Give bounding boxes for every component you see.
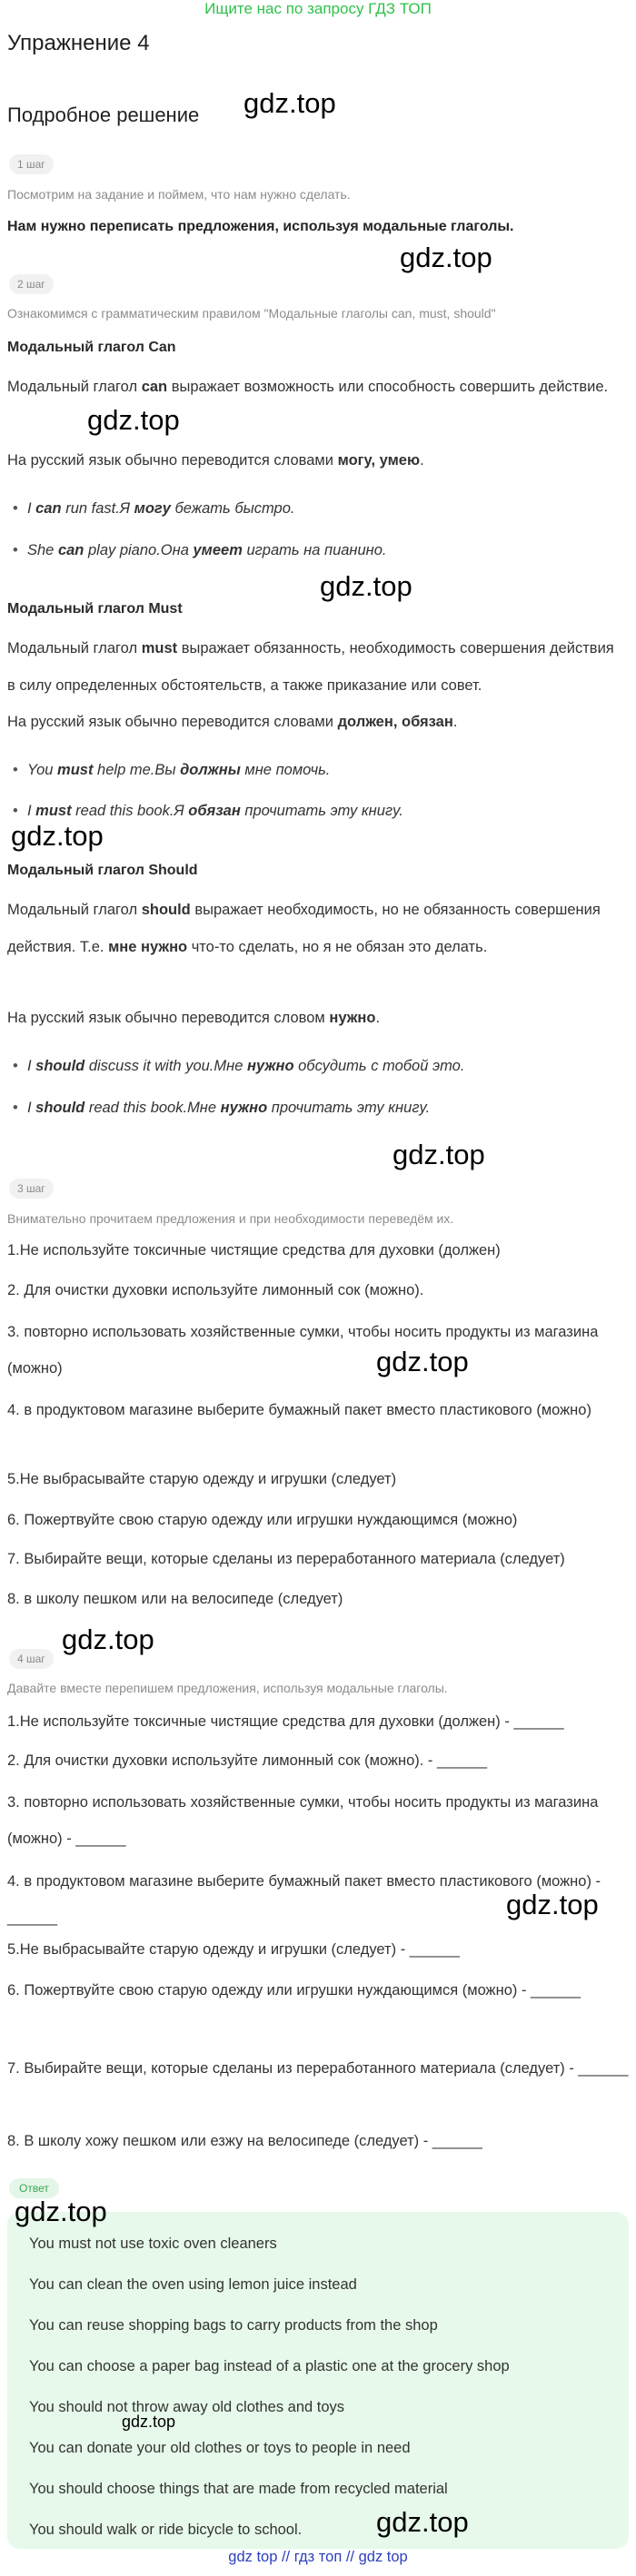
step-3-item-1: 1.Не используйте токсичные чистящие средства для духовки (должен) xyxy=(7,1242,501,1258)
answer-line-2: You can clean the oven using lemon juice instead xyxy=(29,2276,357,2293)
step-4-item-3: 3. повторно использовать хозяйственные сумки, чтобы носить продукты из магазина (можно) - ______ xyxy=(7,1794,599,1847)
watermark: gdz.top xyxy=(15,2196,107,2227)
can-translation: На русский язык обычно переводится словами могу, умею. xyxy=(7,452,424,469)
answer-line-8: You should walk or ride bicycle to school. xyxy=(29,2522,303,2538)
must-description: Модальный глагол must выражает обязанность, необходимость совершения действия в силу определенных обстоятельств, а также приказание или совет. xyxy=(7,640,614,694)
step-1-note: Посмотрим на задание и поймем, что нам нужно сделать. xyxy=(7,187,351,202)
should-description: Модальный глагол should выражает необходимость, но не обязанность совершения действия. Т.е. мне нужно что-то сделать, но я не обязан это делать. xyxy=(7,902,601,955)
step-3-item-4: 4. в продуктовом магазине выберите бумажный пакет вместо пластикового (можно) xyxy=(7,1402,591,1418)
step-4-item-6: 6. Пожертвуйте свою старую одежду или игрушки нуждающимся (можно) - ______ xyxy=(7,1982,581,1999)
can-example-2: • She can play piano.Она умеет играть на пианино. xyxy=(16,542,387,559)
should-translation: На русский язык обычно переводится словом нужно. xyxy=(7,1010,381,1026)
answer-line-7: You should choose things that are made from recycled material xyxy=(29,2481,448,2497)
watermark: gdz.top xyxy=(376,2506,469,2538)
should-example-1: • I should discuss it with you.Мне нужно обсудить с тобой это. xyxy=(16,1058,464,1075)
can-description: Модальный глагол can выражает возможность или способность совершить действие. xyxy=(7,379,609,395)
can-example-1: • I can run fast.Я могу бежать быстро. xyxy=(16,500,294,518)
step-3-badge: 3 шаг xyxy=(9,1179,54,1199)
step-3-item-2: 2. Для очистки духовки используйте лимонный сок (можно). xyxy=(7,1282,424,1298)
step-1-task: Нам нужно переписать предложения, используя модальные глаголы. xyxy=(7,219,514,234)
step-4-note: Давайте вместе перепишем предложения, используя модальные глаголы. xyxy=(7,1681,448,1695)
step-4-item-8: 8. В школу хожу пешком или езжу на велосипеде (следует) - ______ xyxy=(7,2133,482,2149)
answer-box xyxy=(7,2212,629,2549)
step-4-item-5: 5.Не выбрасывайте старую одежду и игрушки (следует) - ______ xyxy=(7,1941,460,1958)
step-4-item-7: 7. Выбирайте вещи, которые сделаны из переработанного материала (следует) - ______ xyxy=(7,2060,629,2077)
watermark: gdz.top xyxy=(243,87,336,119)
answer-line-6: You can donate your old clothes or toys to people in need xyxy=(29,2440,411,2456)
step-3-item-3: 3. повторно использовать хозяйственные сумки, чтобы носить продукты из магазина (можно) xyxy=(7,1324,599,1377)
must-translation: На русский язык обычно переводится словами должен, обязан. xyxy=(7,714,458,730)
watermark: gdz.top xyxy=(506,1889,599,1920)
should-example-2: • I should read this book.Мне нужно прочитать эту книгу. xyxy=(16,1100,430,1117)
step-2-badge: 2 шаг xyxy=(9,274,54,294)
answer-line-5: You should not throw away old clothes and toys xyxy=(29,2399,345,2415)
watermark: gdz.top xyxy=(400,242,492,273)
watermark: gdz.top xyxy=(393,1139,485,1170)
step-3-item-6: 6. Пожертвуйте свою старую одежду или игрушки нуждающимся (можно) xyxy=(7,1512,518,1528)
step-2-note: Ознакомимся с грамматическим правилом "Модальные глаголы can, must, should" xyxy=(7,306,496,321)
step-3-note: Внимательно прочитаем предложения и при необходимости переведём их. xyxy=(7,1211,454,1226)
answer-line-1: You must not use toxic oven cleaners xyxy=(29,2235,277,2252)
footer-links[interactable]: gdz top // гдз топ // gdz top xyxy=(228,2549,408,2565)
watermark: gdz.top xyxy=(62,1624,154,1655)
watermark: gdz.top xyxy=(376,1346,469,1377)
watermark: gdz.top xyxy=(87,404,180,436)
answer-line-4: You can choose a paper bag instead of a plastic one at the grocery shop xyxy=(29,2358,510,2374)
step-3-item-5: 5.Не выбрасывайте старую одежду и игрушки (следует) xyxy=(7,1471,397,1487)
step-3-item-8: 8. в школу пешком или на велосипеде (следует) xyxy=(7,1591,343,1607)
answer-badge: Ответ xyxy=(9,2178,59,2198)
solution-subtitle: Подробное решение xyxy=(7,104,200,126)
step-4-item-2: 2. Для очистки духовки используйте лимонный сок (можно). - ______ xyxy=(7,1752,488,1769)
step-4-item-1: 1.Не используйте токсичные чистящие средства для духовки (должен) - ______ xyxy=(7,1713,564,1730)
step-3-item-7: 7. Выбирайте вещи, которые сделаны из переработанного материала (следует) xyxy=(7,1551,565,1567)
top-banner[interactable]: Ищите нас по запросу ГДЗ ТОП xyxy=(204,0,432,17)
exercise-title: Упражнение 4 xyxy=(7,31,150,55)
can-heading: Модальный глагол Can xyxy=(7,340,176,355)
step-1-badge: 1 шаг xyxy=(9,154,54,174)
should-heading: Модальный глагол Should xyxy=(7,863,198,878)
watermark: gdz.top xyxy=(320,570,412,602)
must-example-1: • You must help me.Вы должны мне помочь. xyxy=(16,762,330,779)
watermark: gdz.top xyxy=(122,2413,176,2431)
must-heading: Модальный глагол Must xyxy=(7,601,183,617)
step-4-badge: 4 шаг xyxy=(9,1649,54,1669)
answer-line-3: You can reuse shopping bags to carry products from the shop xyxy=(29,2317,438,2334)
watermark: gdz.top xyxy=(11,820,104,852)
step-4-item-4: 4. в продуктовом магазине выберите бумажный пакет вместо пластикового (можно) - ______ xyxy=(7,1873,601,1926)
must-example-2: • I must read this book.Я обязан прочитать эту книгу. xyxy=(16,803,403,820)
